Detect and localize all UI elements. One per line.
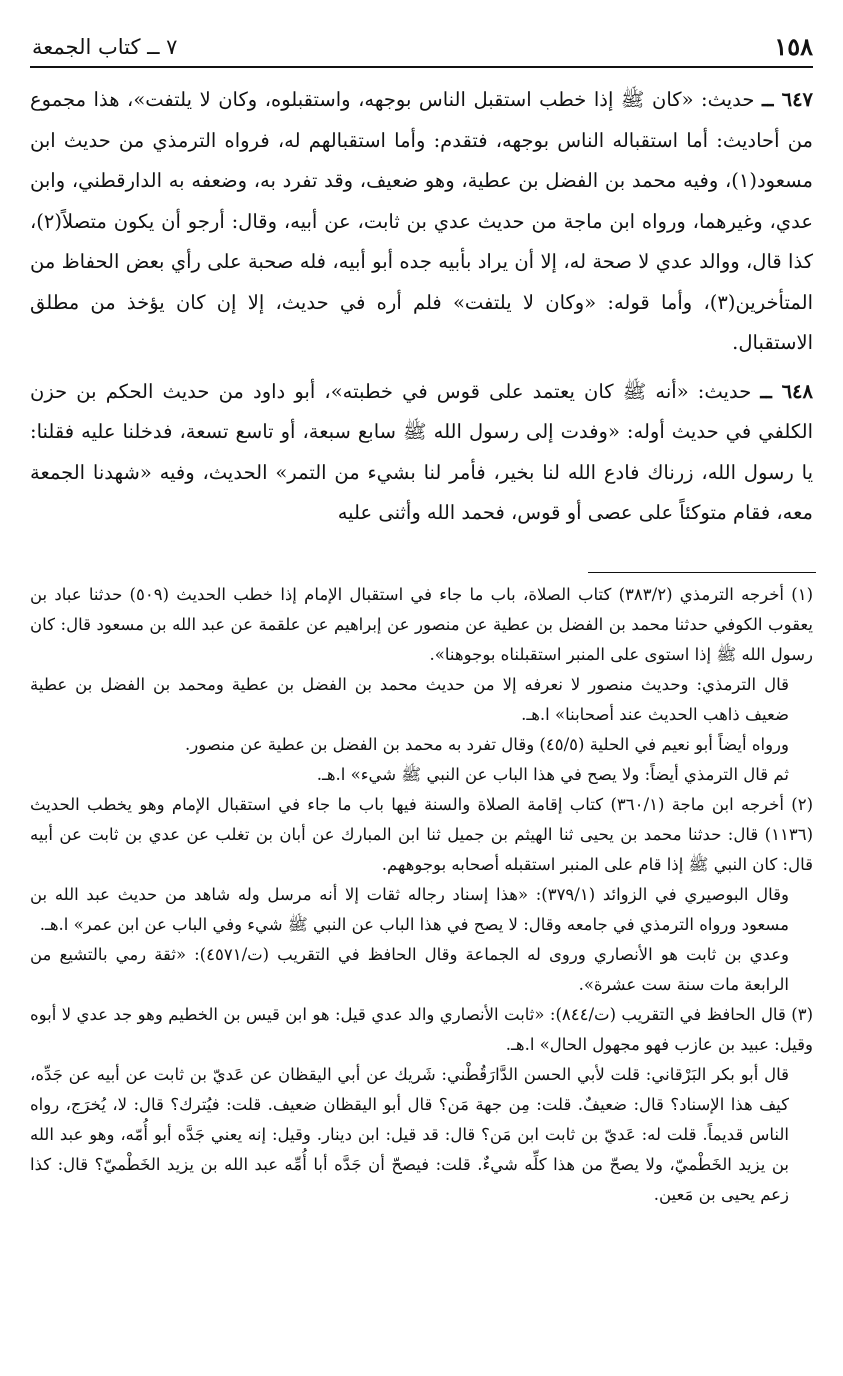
footnote-continuation: وعدي بن ثابت هو الأنصاري وروى له الجماعة وقال الحافظ في التقريب (ت/٤٥٧١): «ثقة رمي بالتشيع من الرابعة مات سنة ست عشرة». — [30, 945, 790, 994]
paragraph-text: حديث: «أنه ﷺ كان يعتمد على قوس في خطبته»، أبو داود من حديث الحكم بن حزن الكلفي في حديث أوله: «وفدت إلى رسول الله ﷺ سابع سبعة، أو تاسع تسعة، فدخلنا عليه فقلنا: يا رسول الله، زرناك فادع الله لنا بخير، فأمر لنا بشيء من التمر» الحديث، وفيه «شهدنا الجمعة معه، فقام متوكئاً على عصى أو قوس، فحمد الله وأثنى عليه — [30, 379, 813, 524]
footnote-continuation: ورواه أيضاً أبو نعيم في الحلية (٤٥/٥) وقال تفرد به محمد بن الفضل بن عطية عن منصور. — [185, 735, 789, 754]
footnote-separator — [588, 572, 816, 573]
hadith-paragraph — [30, 372, 813, 534]
footnote: (٣) قال الحافظ في التقريب (ت/٨٤٤): «ثابت الأنصاري والد عدي قيل: هو ابن قيس بن الخطيم وهو جد عدي لا أبوه وقيل: عبيد بن عازب فهو مجهول الحال» ا.هـ. — [30, 1005, 813, 1054]
footnotes — [30, 580, 813, 1210]
page-header — [32, 32, 813, 62]
footnote: (٢) أخرجه ابن ماجة (٣٦٠/١) كتاب إقامة الصلاة والسنة فيها باب ما جاء في استقبال الإمام وهو يخطب الحديث (١١٣٦) قال: حدثنا محمد بن يحيى ثنا الهيثم بن جميل ثنا ابن المبارك عن أبان بن تغلب عن عدي بن ثابت عن أبيه قال: كان النبي ﷺ إذا قام على المنبر استقبله أصحابه بوجوههم. — [30, 795, 813, 874]
running-title: ٧ ــ كتاب الجمعة — [32, 35, 178, 59]
header-rule — [30, 66, 813, 68]
footnote: (١) أخرجه الترمذي (٣٨٣/٢) كتاب الصلاة، باب ما جاء في استقبال الإمام إذا خطب الحديث (٥٠٩) حدثنا عباد بن يعقوب الكوفي حدثنا محمد بن الفضل بن عطية عن منصور عن إبراهيم عن علقمة عن عبد الله بن مسعود قال: كان رسول الله ﷺ إذا استوى على المنبر استقبلناه بوجوهنا». — [30, 585, 814, 664]
footnote-continuation: قال أبو بكر البَرْقاني: قلت لأبي الحسن الدَّارَقُطْني: شَريك عن أبي اليقظان عن عَديّ بن ثابت عن أبيه عن جَدِّه، كيف هذا الإسناد؟ قال: ضعيفٌ. قلت: مِن جهة مَن؟ قال أبو اليقظان ضعيف. قلت: فيُترك؟ قال: لا، يُخرَج، رواه الناس قديماً. قلت له: عَديّ بن ثابت ابن مَن؟ قال: قد قيل: ابن دينار. وقيل: إنه يعني جَدَّه أبو أُمّه، وهو عبد الله بن يزيد الخَطْميّ، ولا يصحّ من هذا كلِّه شيءٌ. قلت: فيصحّ أن جَدَّه أبا أُمِّه عبد الله بن يزيد الخَطْميّ؟ قال: كذا زعم يحيى بن مَعين. — [30, 1065, 789, 1204]
main-text — [30, 80, 813, 542]
page-number: ١٥٨ — [774, 32, 813, 61]
paragraph-text: حديث: «كان ﷺ إذا خطب استقبل الناس بوجهه، واستقبلوه، وكان لا يلتفت»، هذا مجموع من أحاديث: أما استقباله الناس بوجهه، فتقدم: وأما استقبالهم له، فرواه الترمذي من حديث ابن مسعود(١)، وفيه محمد بن الفضل بن عطية، وهو ضعيف، وقد تفرد به، وضعفه به الدارقطني، وابن عدي، وغيرهما، ورواه ابن ماجة من حديث عدي بن ثابت، عن أبيه، وقال: أرجو أن يكون متصلاً(٢)، كذا قال، ووالد عدي لا صحة له، إلا أن يراد بأبيه جده أبو أبيه، فله صحبة على رأي بعض الحفاظ من المتأخرين(٣)، وأما قوله: «وكان لا يلتفت» فلم أره في حديث، إلا إن كان يؤخذ من مطلق الاستقبال. — [30, 88, 813, 354]
hadith-number: ٦٤٨ ــ — [760, 379, 813, 403]
footnote-continuation: قال الترمذي: وحديث منصور لا نعرفه إلا من حديث محمد بن الفضل بن عطية ومحمد بن الفضل بن عطية ضعيف ذاهب الحديث عند أصحابنا» ا.هـ. — [30, 675, 789, 724]
hadith-number: ٦٤٧ ــ — [762, 88, 814, 111]
hadith-paragraph — [30, 80, 813, 364]
footnote-continuation: ثم قال الترمذي أيضاً: ولا يصح في هذا الباب عن النبي ﷺ شيء» ا.هـ. — [316, 765, 789, 784]
footnote-continuation: وقال البوصيري في الزوائد (٣٧٩/١): «هذا إسناد رجاله ثقات إلا أنه مرسل وله شاهد من حديث عبد الله بن مسعود ورواه الترمذي في جامعه وقال: لا يصح في هذا الباب عن النبي ﷺ شيء وفي الباب عن ابن عمر» ا.هـ. — [30, 885, 789, 934]
